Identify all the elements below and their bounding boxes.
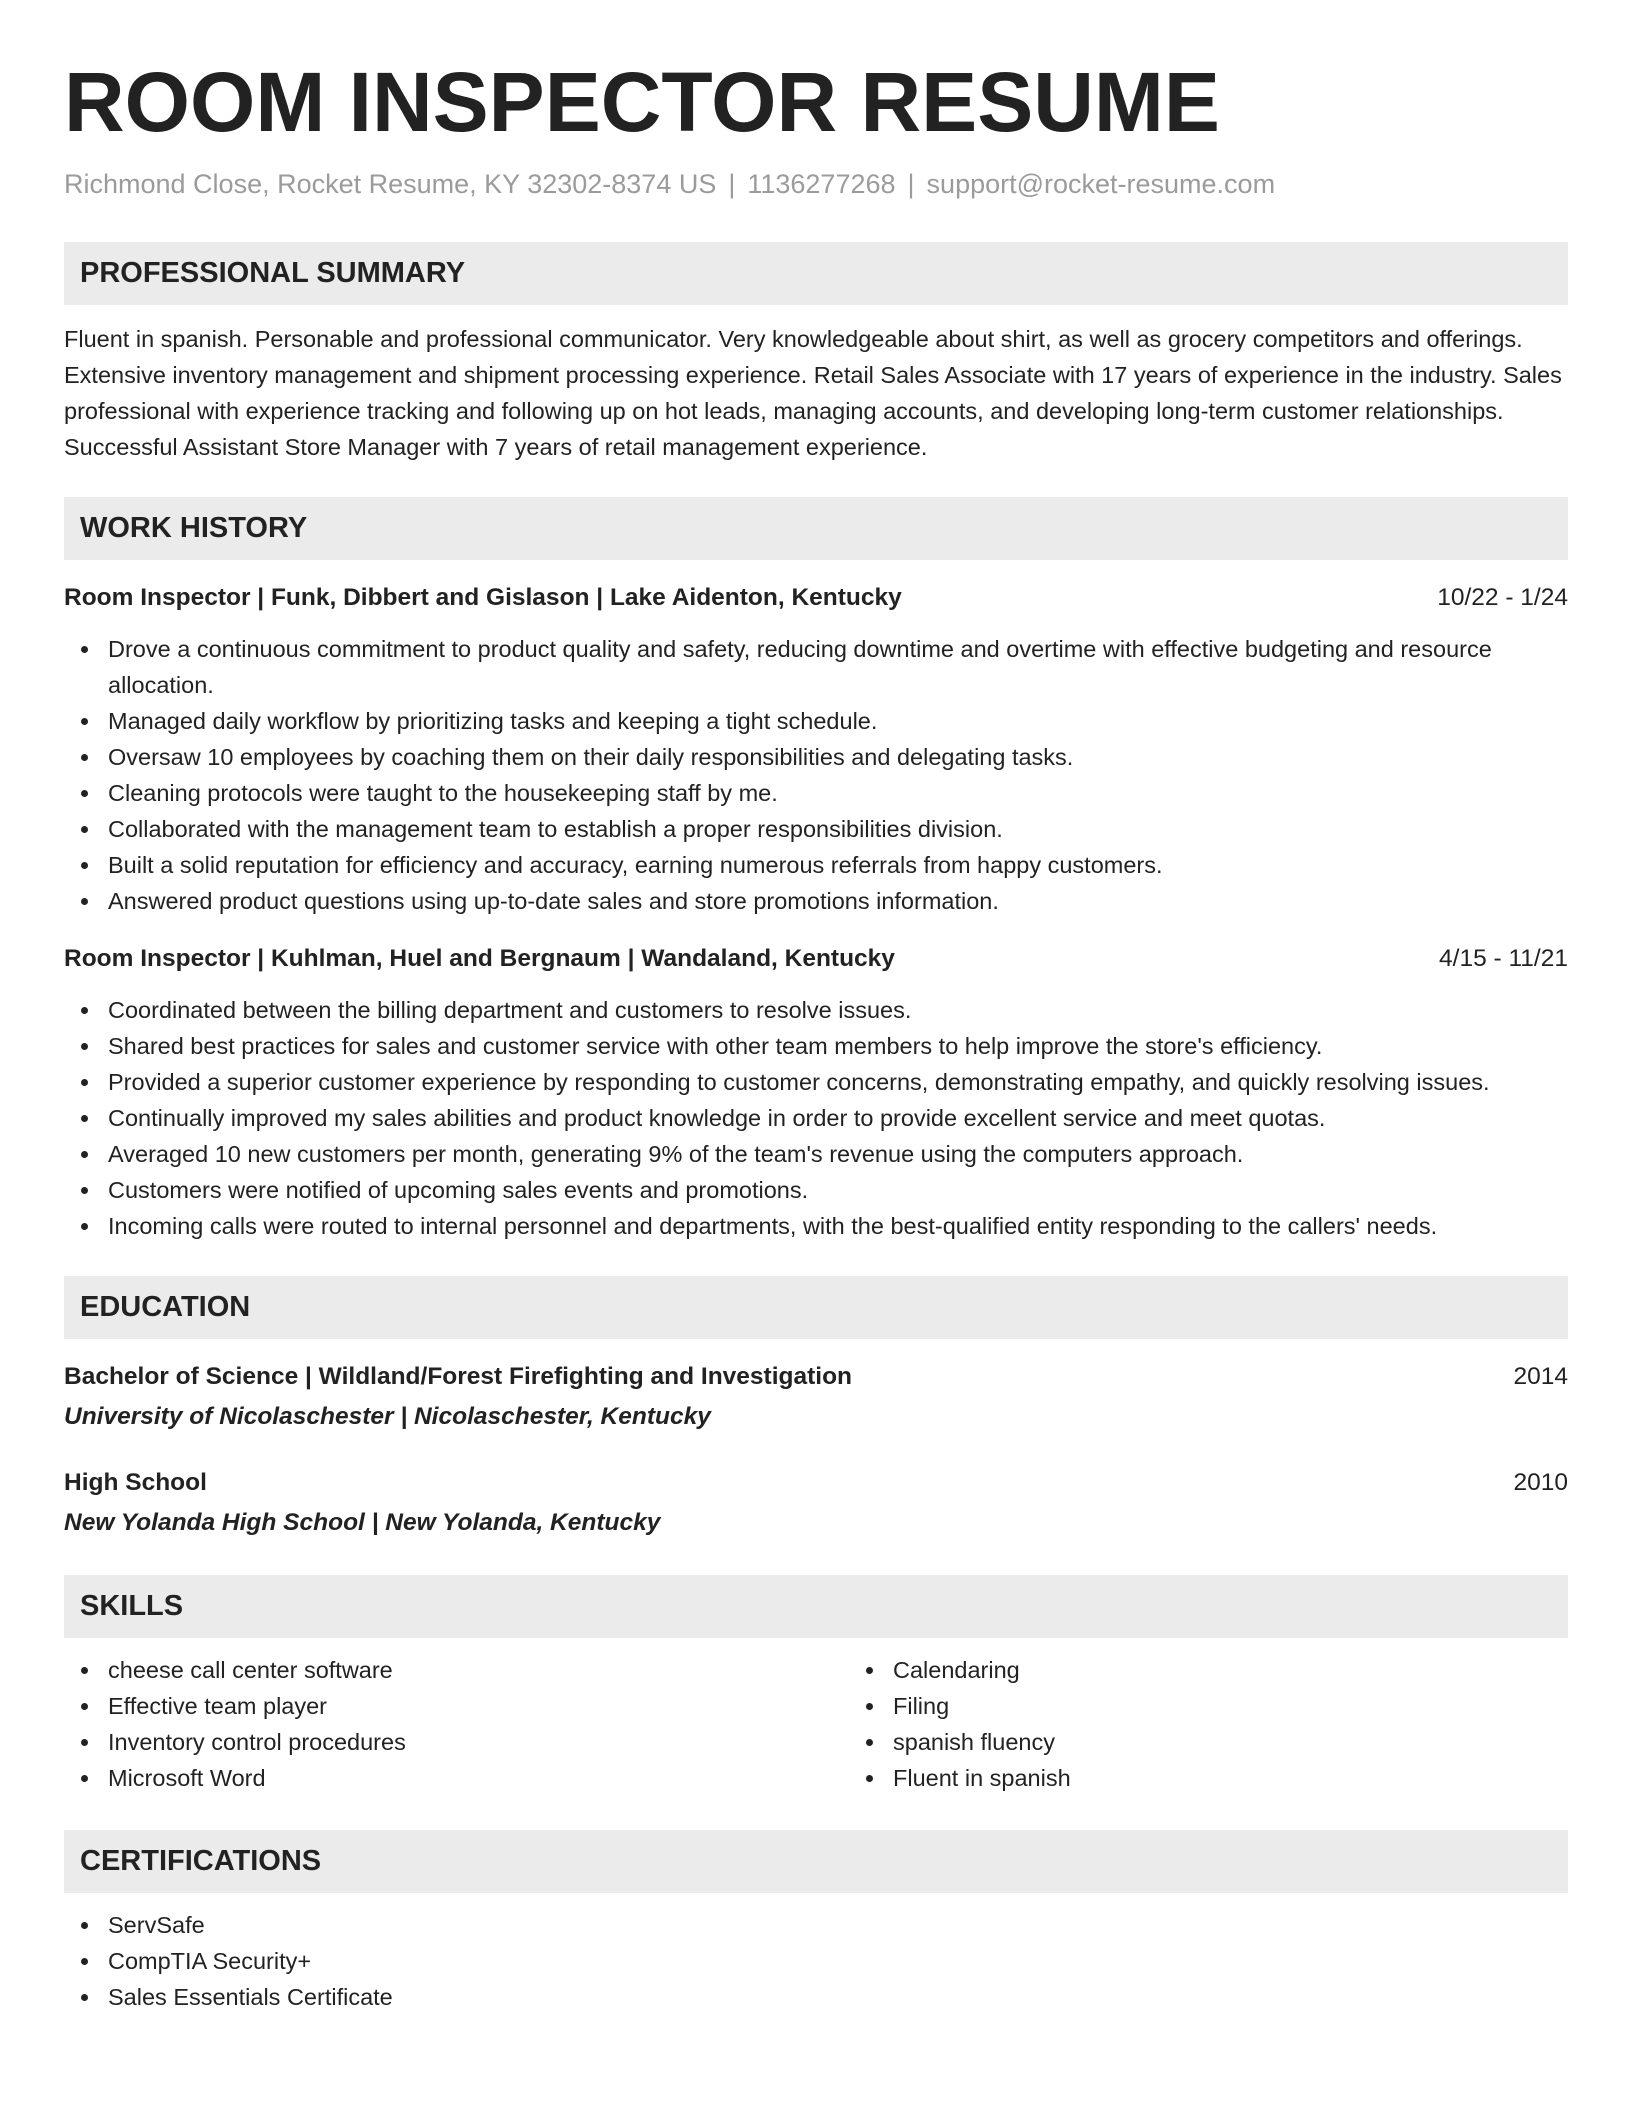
certification-item: CompTIA Security+ <box>108 1943 1568 1979</box>
job-bullet: Averaged 10 new customers per month, generating 9% of the team's revenue using the computers approach. <box>108 1136 1568 1172</box>
job-bullet: Provided a superior customer experience by responding to customer concerns, demonstrating empathy, and quickly resolving issues. <box>108 1064 1568 1100</box>
education-header <box>64 1359 1568 1395</box>
contact-line <box>64 166 1568 202</box>
job-bullet: Customers were notified of upcoming sales events and promotions. <box>108 1172 1568 1208</box>
contact-separator: | <box>728 169 736 199</box>
summary-text: Fluent in spanish. Personable and professional communicator. Very knowledgeable about shirt, as well as grocery competitors and offerings. Extensive inventory management and shipment processing experience. Retail Sales Associate with 17 years of experience in the industry. Sales professional with experience tracking and following up on hot leads, managing accounts, and developing long-term customer relationships. Successful Assistant Store Manager with 7 years of retail management experience. <box>64 326 1562 460</box>
job-bullet: Built a solid reputation for efficiency and accuracy, earning numerous referrals from happy customers. <box>108 847 1568 883</box>
job-title: Room Inspector | Funk, Dibbert and Gislason | Lake Aidenton, Kentucky <box>64 584 902 611</box>
summary-heading: PROFESSIONAL SUMMARY <box>64 242 1568 305</box>
job-header <box>64 941 1568 977</box>
education-school: University of Nicolaschester | Nicolaschester, Kentucky <box>64 1403 711 1430</box>
skills-column-left <box>64 1652 849 1796</box>
job-dates: 10/22 - 1/24 <box>1437 584 1568 611</box>
job-bullet: Incoming calls were routed to internal personnel and departments, with the best-qualified entity responding to the callers' needs. <box>108 1208 1568 1244</box>
skill-item: spanish fluency <box>893 1724 1071 1760</box>
job-bullet: Shared best practices for sales and customer service with other team members to help improve the store's efficiency. <box>108 1028 1568 1064</box>
job-bullet: Continually improved my sales abilities and product knowledge in order to provide excellent service and meet quotas. <box>108 1100 1568 1136</box>
job-bullet: Coordinated between the billing department and customers to resolve issues. <box>108 992 1568 1028</box>
job-header <box>64 580 1568 616</box>
job-bullet: Answered product questions using up-to-date sales and store promotions information. <box>108 883 1568 919</box>
contact-email: support@rocket-resume.com <box>926 169 1276 199</box>
education-header <box>64 1465 1568 1501</box>
certification-item: ServSafe <box>108 1907 1568 1943</box>
job-bullets <box>64 992 1568 1244</box>
page-title: ROOM INSPECTOR RESUME <box>64 55 1220 149</box>
job-bullet: Managed daily workflow by prioritizing tasks and keeping a tight schedule. <box>108 703 1568 739</box>
education-heading: EDUCATION <box>64 1276 1568 1339</box>
skill-item: Calendaring <box>893 1652 1071 1688</box>
certification-item: Sales Essentials Certificate <box>108 1979 1568 2015</box>
skill-item: Microsoft Word <box>108 1760 849 1796</box>
education-entry <box>64 1465 1568 1541</box>
job-entry <box>64 941 1568 1244</box>
job-bullet: Drove a continuous commitment to product quality and safety, reducing downtime and overtime with effective budgeting and resource allocation. <box>108 631 1568 703</box>
education-year: 2014 <box>1513 1363 1568 1390</box>
certifications-list <box>64 1907 1568 2015</box>
contact-separator: | <box>907 169 915 199</box>
skill-item: cheese call center software <box>108 1652 849 1688</box>
job-bullet: Cleaning protocols were taught to the housekeeping staff by me. <box>108 775 1568 811</box>
job-bullet: Collaborated with the management team to establish a proper responsibilities division. <box>108 811 1568 847</box>
contact-address: Richmond Close, Rocket Resume, KY 32302-8374 US <box>64 169 717 199</box>
skill-item: Filing <box>893 1688 1071 1724</box>
education-year: 2010 <box>1513 1469 1568 1496</box>
skill-item: Fluent in spanish <box>893 1760 1071 1796</box>
education-degree: High School <box>64 1469 207 1496</box>
job-bullet: Oversaw 10 employees by coaching them on their daily responsibilities and delegating tasks. <box>108 739 1568 775</box>
skill-item: Inventory control procedures <box>108 1724 849 1760</box>
education-entry <box>64 1359 1568 1435</box>
education-school: New Yolanda High School | New Yolanda, Kentucky <box>64 1509 661 1536</box>
certifications-heading: CERTIFICATIONS <box>64 1830 1568 1893</box>
skills-heading: SKILLS <box>64 1575 1568 1638</box>
job-bullets <box>64 631 1568 919</box>
skills-grid <box>64 1652 1568 1796</box>
skill-item: Effective team player <box>108 1688 849 1724</box>
job-title: Room Inspector | Kuhlman, Huel and Bergnaum | Wandaland, Kentucky <box>64 945 895 972</box>
job-entry <box>64 580 1568 919</box>
education-degree: Bachelor of Science | Wildland/Forest Firefighting and Investigation <box>64 1363 853 1390</box>
skills-column-right <box>849 1652 1071 1796</box>
contact-phone: 1136277268 <box>747 169 896 199</box>
job-dates: 4/15 - 11/21 <box>1439 945 1568 972</box>
work-history-heading: WORK HISTORY <box>64 497 1568 560</box>
